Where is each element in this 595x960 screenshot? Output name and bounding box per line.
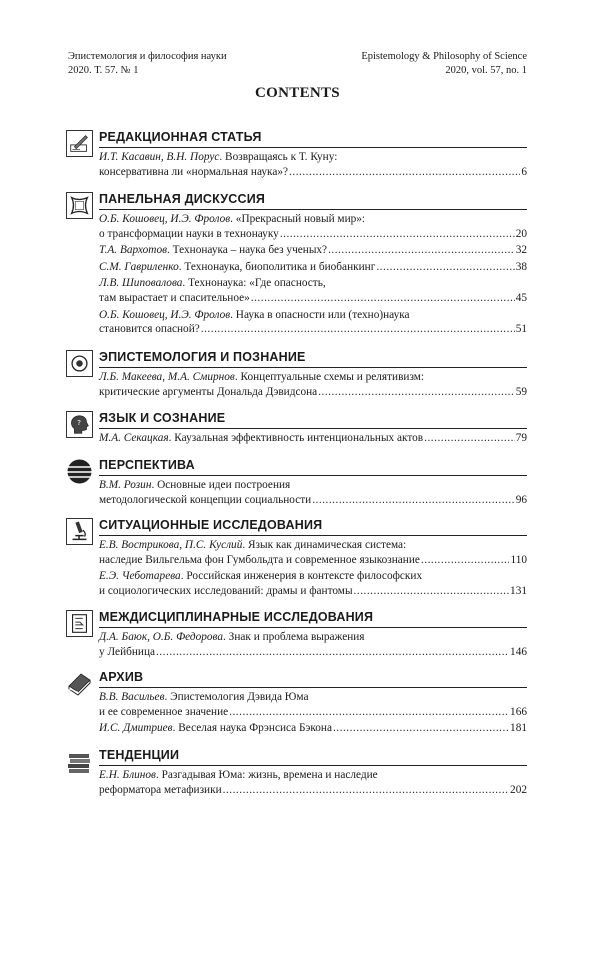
entry-title: . Технонаука, биополитика и биобанкинг (178, 260, 376, 273)
page-number: 59 (515, 385, 527, 398)
toc-entry[interactable] (99, 721, 527, 736)
section-perspective (66, 458, 527, 507)
journal-header-en (361, 50, 527, 78)
toc-entry[interactable] (99, 150, 527, 179)
section-divider (99, 535, 527, 536)
section-title: СИТУАЦИОННЫЕ ИССЛЕДОВАНИЯ (99, 518, 323, 532)
book-icon (66, 670, 93, 697)
entry-authors: С.М. Гавриленко (99, 260, 179, 273)
entry-title: . Технонаука – наука без ученых? (167, 244, 328, 257)
leader-dots (289, 165, 520, 180)
journal-name-en: Epistemology & Philosophy of Science (361, 51, 527, 62)
page-number: 110 (510, 553, 527, 566)
page-number: 96 (515, 493, 527, 506)
leader-dots (333, 721, 509, 736)
eye-icon (66, 350, 93, 377)
page-number: 32 (515, 244, 527, 257)
svg-text:?: ? (77, 417, 82, 427)
section-divider (99, 147, 527, 148)
leader-dots (229, 705, 509, 720)
toc-entry[interactable] (99, 538, 527, 567)
section-divider (99, 428, 527, 429)
leader-dots (201, 322, 515, 337)
leader-dots (280, 227, 515, 242)
page-number: 79 (515, 432, 527, 444)
leader-dots (354, 584, 510, 599)
page-number: 45 (515, 291, 527, 304)
entry-title: . Технонаука: «Где опасность, (182, 277, 326, 290)
entry-title: . Концептуальные схемы и релятивизм: (234, 371, 425, 383)
section-title: ПАНЕЛЬНАЯ ДИСКУССИЯ (99, 192, 266, 206)
entry-title-cont: у Лейбница (99, 645, 156, 658)
leader-dots (376, 260, 514, 275)
section-editorial (66, 130, 527, 179)
entry-title: . Веселая наука Фрэнсиса Бэкона (172, 722, 332, 735)
entry-title-cont: методологической концепции социальности (99, 493, 312, 506)
entry-authors: Т.А. Вархотов (99, 244, 168, 257)
journal-header-ru (68, 50, 227, 78)
entry-title: . Эпистемология Дэвида Юма (164, 691, 309, 703)
entry-authors: О.Б. Кошовец, И.Э. Фролов (99, 213, 231, 225)
toc-entry[interactable] (99, 431, 527, 446)
section-case-studies (66, 518, 527, 598)
page-number: 6 (521, 165, 527, 178)
page-number: 20 (515, 227, 527, 240)
entry-authors: О.Б. Кошовец, И.Э. Фролов (99, 308, 231, 321)
entry-title: . Язык как динамическая система: (242, 539, 407, 551)
section-archive (66, 670, 527, 736)
entry-authors: В.М. Розин (99, 479, 152, 491)
leader-dots (328, 243, 515, 258)
section-title: ТЕНДЕНЦИИ (99, 748, 180, 762)
entry-title: . «Прекрасный новый мир»: (230, 213, 366, 225)
section-title: ЭПИСТЕМОЛОГИЯ И ПОЗНАНИЕ (99, 350, 306, 364)
entry-title: . Каузальная эффективность интенциональных актов (168, 432, 424, 444)
entry-title-cont: и социологических исследований: драмы и фантомы (99, 584, 353, 597)
entry-authors: Д.А. Баюк, О.Б. Федорова (99, 631, 224, 643)
toc-entry[interactable] (99, 260, 527, 275)
entry-authors: И.С. Дмитриев (99, 722, 173, 735)
leader-dots (251, 291, 515, 306)
journal-name-ru: Эпистемология и философия науки (68, 51, 227, 62)
section-epistemology (66, 350, 527, 399)
page-number: 51 (515, 323, 527, 336)
entry-title: . Основные идеи построения (151, 479, 291, 491)
entry-authors: В.В. Васильев (99, 691, 165, 703)
page-number: 181 (510, 722, 527, 735)
page-number: 38 (515, 260, 527, 273)
quill-icon (66, 130, 93, 157)
section-divider (99, 687, 527, 688)
toc-entry[interactable] (99, 569, 527, 598)
entry-title-cont: критические аргументы Дональда Дэвидсона (99, 385, 318, 398)
section-title: ПЕРСПЕКТИВА (99, 458, 195, 472)
toc-entry[interactable] (99, 768, 527, 797)
books-stack-icon (66, 748, 93, 775)
section-panel-discussion (66, 192, 527, 337)
head-icon (66, 411, 93, 438)
entry-authors: И.Т. Касавин, В.Н. Порус (99, 151, 220, 163)
entry-title-cont: и ее современное значение (99, 705, 229, 718)
issue-en: 2020, vol. 57, no. 1 (445, 65, 527, 76)
entry-title: . Знак и проблема выражения (223, 631, 365, 643)
globe-icon (66, 458, 93, 485)
issue-ru: 2020. Т. 57. № 1 (68, 65, 139, 76)
toc-entry[interactable] (99, 370, 527, 399)
leader-dots (223, 783, 509, 798)
section-divider (99, 475, 527, 476)
section-language (66, 411, 527, 446)
leader-dots (424, 431, 515, 446)
toc-entry[interactable] (99, 276, 527, 305)
toc-entry[interactable] (99, 690, 527, 719)
frame-icon (66, 192, 93, 219)
leader-dots (156, 645, 509, 660)
section-title: МЕЖДИСЦИПЛИНАРНЫЕ ИССЛЕДОВАНИЯ (99, 610, 374, 624)
leader-dots (421, 553, 510, 568)
entry-authors: Е.В. Вострикова, П.С. Куслий (99, 539, 243, 551)
entry-title-cont: становится опасной? (99, 323, 200, 336)
entry-authors: Е.Э. Чеботарева (99, 570, 181, 583)
section-interdisciplinary (66, 610, 527, 659)
section-trends (66, 748, 527, 797)
entry-title: . Разгадывая Юма: жизнь, времена и наследие (155, 769, 378, 781)
document-icon (66, 610, 93, 637)
microscope-icon (66, 518, 93, 545)
toc-entry[interactable] (99, 630, 527, 659)
entry-authors: Л.В. Шиповалова (99, 277, 183, 290)
section-title: АРХИВ (99, 670, 144, 684)
page-number: 202 (510, 783, 527, 796)
leader-dots (318, 385, 515, 400)
entry-authors: Л.Б. Макеева, М.А. Смирнов (99, 371, 235, 383)
section-title: ЯЗЫК И СОЗНАНИЕ (99, 411, 226, 425)
page-number: 131 (510, 584, 527, 597)
page-number: 146 (510, 645, 527, 658)
entry-title-cont: наследие Вильгельма фон Гумбольдта и современное языкознание (99, 553, 420, 566)
section-title: РЕДАКЦИОННАЯ СТАТЬЯ (99, 130, 262, 144)
page-title: CONTENTS (255, 85, 340, 101)
entry-title: . Российская инженерия в контексте философских (180, 570, 423, 583)
entry-title-cont: там вырастает и спасительное» (99, 291, 250, 304)
entry-title: . Возвращаясь к Т. Куну: (219, 151, 338, 163)
leader-dots (312, 493, 514, 508)
section-divider (99, 209, 527, 210)
section-divider (99, 627, 527, 628)
toc-entry[interactable] (99, 478, 527, 507)
toc-entry[interactable] (99, 212, 527, 241)
entry-title: . Наука в опасности или (техно)наука (230, 308, 410, 321)
entry-title-cont: о трансформации науки в технонауку (99, 227, 279, 240)
entry-title-cont: реформатора метафизики (99, 783, 222, 796)
page-number: 166 (510, 705, 527, 718)
toc-entry[interactable] (99, 243, 527, 258)
toc-entry[interactable] (99, 308, 527, 337)
section-divider (99, 765, 527, 766)
entry-title-cont: консервативна ли «нормальная наука»? (99, 165, 289, 178)
section-divider (99, 367, 527, 368)
entry-authors: Е.Н. Блинов (99, 769, 156, 781)
entry-authors: М.А. Секацкая (99, 432, 169, 444)
